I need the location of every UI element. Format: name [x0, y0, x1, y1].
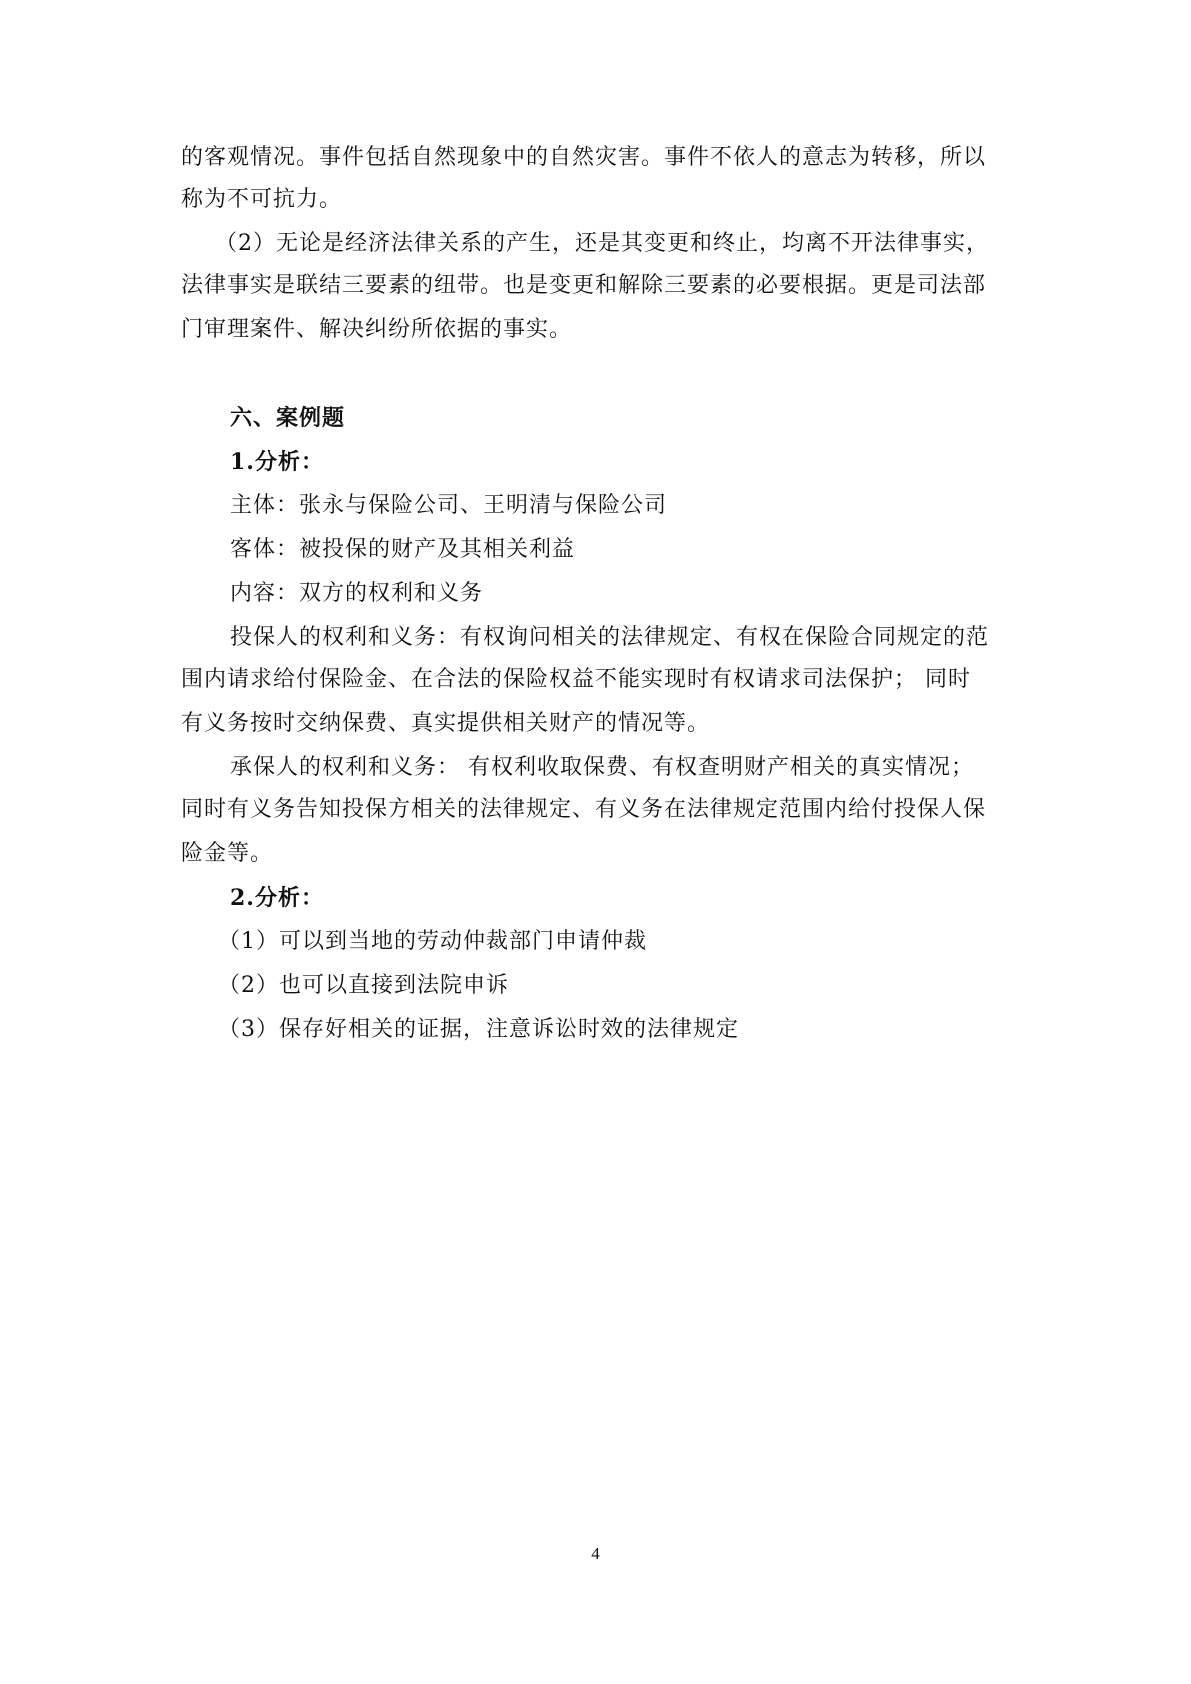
paragraph-line: 投保人的权利和义务：有权询问相关的法律规定、有权在保险合同规定的范 — [230, 625, 990, 650]
paragraph-line: 承保人的权利和义务： 有权利收取保费、有权查明财产相关的真实情况； — [230, 755, 974, 780]
paragraph-line: 主体：张永与保险公司、王明清与保险公司 — [230, 493, 668, 518]
paragraph-line: 有义务按时交纳保费、真实提供相关财产的情况等。 — [181, 711, 711, 736]
paragraph-line: 门审理案件、解决纠纷所依据的事实。 — [181, 317, 573, 342]
paragraph-line: （2）无论是经济法律关系的产生，还是其变更和终止，均离不开法律事实， — [215, 231, 989, 256]
paragraph-line: 同时有义务告知投保方相关的法律规定、有义务在法律规定范围内给付投保人保 — [181, 797, 987, 822]
list-item: （1）可以到当地的劳动仲裁部门申请仲裁 — [218, 929, 647, 954]
paragraph-line: 称为不可抗力。 — [181, 187, 343, 212]
paragraph-line: 法律事实是联结三要素的纽带。也是变更和解除三要素的必要根据。更是司法部 — [181, 273, 987, 298]
section-heading: 六、案例题 — [230, 405, 346, 431]
page-number: 4 — [591, 1544, 600, 1563]
list-item: （3）保存好相关的证据，注意诉讼时效的法律规定 — [218, 1017, 739, 1042]
case-title: 2.分析： — [230, 885, 324, 911]
paragraph-line: 客体：被投保的财产及其相关利益 — [230, 537, 576, 562]
paragraph-line: 围内请求给付保险金、在合法的保险权益不能实现时有权请求司法保护； 同时 — [181, 667, 971, 692]
paragraph-line: 的客观情况。事件包括自然现象中的自然灾害。事件不依人的意志为转移，所以 — [181, 145, 987, 170]
case-title: 1.分析： — [230, 449, 324, 475]
paragraph-line: 内容：双方的权利和义务 — [230, 581, 484, 606]
list-item: （2）也可以直接到法院申诉 — [218, 973, 509, 998]
paragraph-line: 险金等。 — [181, 841, 274, 866]
